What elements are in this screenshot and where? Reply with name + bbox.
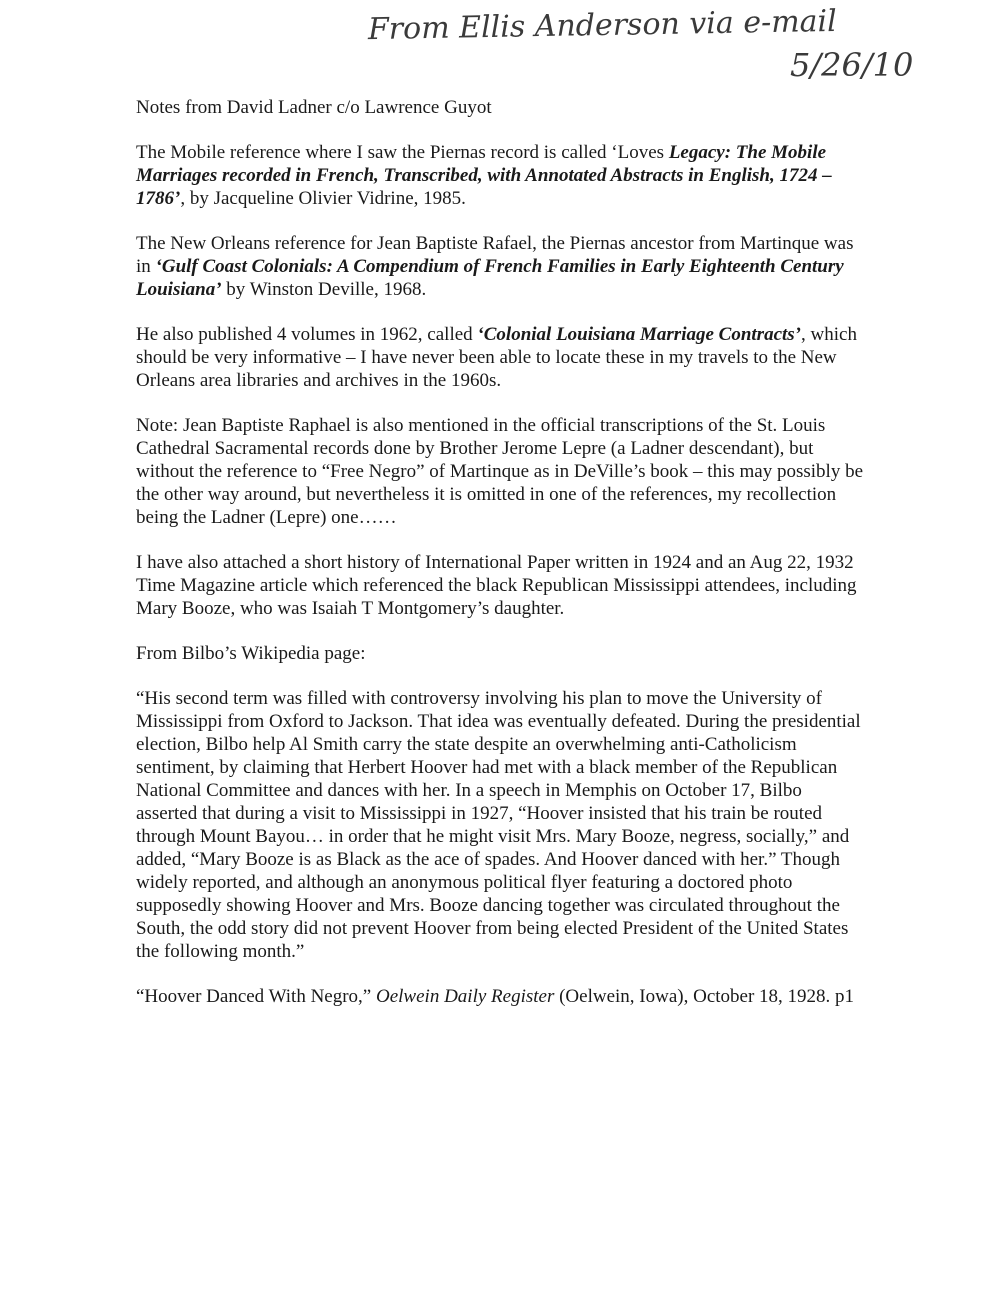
handwritten-date: 5/26/10	[790, 46, 914, 84]
document-heading: Notes from David Ladner c/o Lawrence Guyot	[136, 97, 492, 118]
para3-text-start: He also published 4 volumes in 1962, called	[136, 324, 478, 345]
para3-book-title: ‘Colonial Louisiana Marriage Contracts’	[477, 324, 802, 345]
citation-text-end: (Oelwein, Iowa), October 18, 1928. p1	[554, 986, 855, 1007]
handwritten-annotation	[360, 0, 960, 90]
paragraph-mobile-reference	[136, 141, 866, 210]
para3-text-end: , which should be very informative – I have never been able to locate these in my travels to the New Orleans area libraries and archives in the 1960s.	[136, 324, 857, 391]
para2-text-start: The New Orleans reference for Jean Baptiste Rafael, the Piernas ancestor from Martinque was in	[136, 233, 854, 277]
para1-text-end: , by Jacqueline Olivier Vidrine, 1985.	[180, 188, 466, 209]
paragraph-wikipedia-intro: From Bilbo’s Wikipedia page:	[136, 643, 366, 664]
handwritten-source-note: From Ellis Anderson via e-mail	[367, 3, 837, 48]
para2-text-end: by Winston Deville, 1968.	[221, 279, 427, 300]
document-body	[136, 96, 866, 1030]
paragraph-note: Note: Jean Baptiste Raphael is also mentioned in the official transcriptions of the St. Louis Cathedral Sacramental records done by Brother Jerome Lepre (a Ladner descendant), but without the reference to “Free Negro” of Martinque as in DeVille’s book – this may possibly be the other way around, but nevertheless it is omitted in one of the references, my recollection being the Ladner (Lepre) one……	[136, 415, 864, 528]
paragraph-new-orleans-reference	[136, 232, 866, 301]
paragraph-marriage-contracts	[136, 323, 866, 392]
paragraph-wikipedia-quote: “His second term was filled with controversy involving his plan to move the University of Mississippi from Oxford to Jackson. That idea was eventually defeated. During the presidential election, Bilbo help Al Smith carry the state despite an overwhelming anti-Catholicism sentiment, by claiming that Herbert Hoover had met with a black member of the Republican National Committee and dances with her. In a speech in Memphis on October 17, Bilbo asserted that during a visit to Mississippi in 1927, “Hoover insisted that his train be routed through Mount Bayou… in order that he might visit Mrs. Mary Booze, negress, socially,” and added, “Mary Booze is as Black as the ace of spades. And Hoover danced with her.” Though widely reported, and although an anonymous political flyer featuring a doctored photo supposedly showing Hoover and Mrs. Booze dancing together was circulated throughout the South, the odd story did not prevent Hoover from being elected President of the United States the following month.”	[136, 688, 861, 962]
citation-text-start: “Hoover Danced With Negro,”	[136, 986, 376, 1007]
paragraph-citation	[136, 985, 866, 1008]
para1-text-start: The Mobile reference where I saw the Piernas record is called ‘Loves	[136, 142, 669, 163]
para1-book-title: Legacy: The Mobile Marriages recorded in French, Transcribed, with Annotated Abstracts in English, 1724 – 1786’	[136, 142, 832, 209]
citation-source: Oelwein Daily Register	[376, 986, 555, 1007]
para2-book-title: ‘Gulf Coast Colonials: A Compendium of French Families in Early Eighteenth Century Louisiana’	[136, 256, 844, 300]
paragraph-attachments: I have also attached a short history of International Paper written in 1924 and an Aug 22, 1932 Time Magazine article which referenced the black Republican Mississippi attendees, including Mary Booze, who was Isaiah T Montgomery’s daughter.	[136, 552, 857, 619]
